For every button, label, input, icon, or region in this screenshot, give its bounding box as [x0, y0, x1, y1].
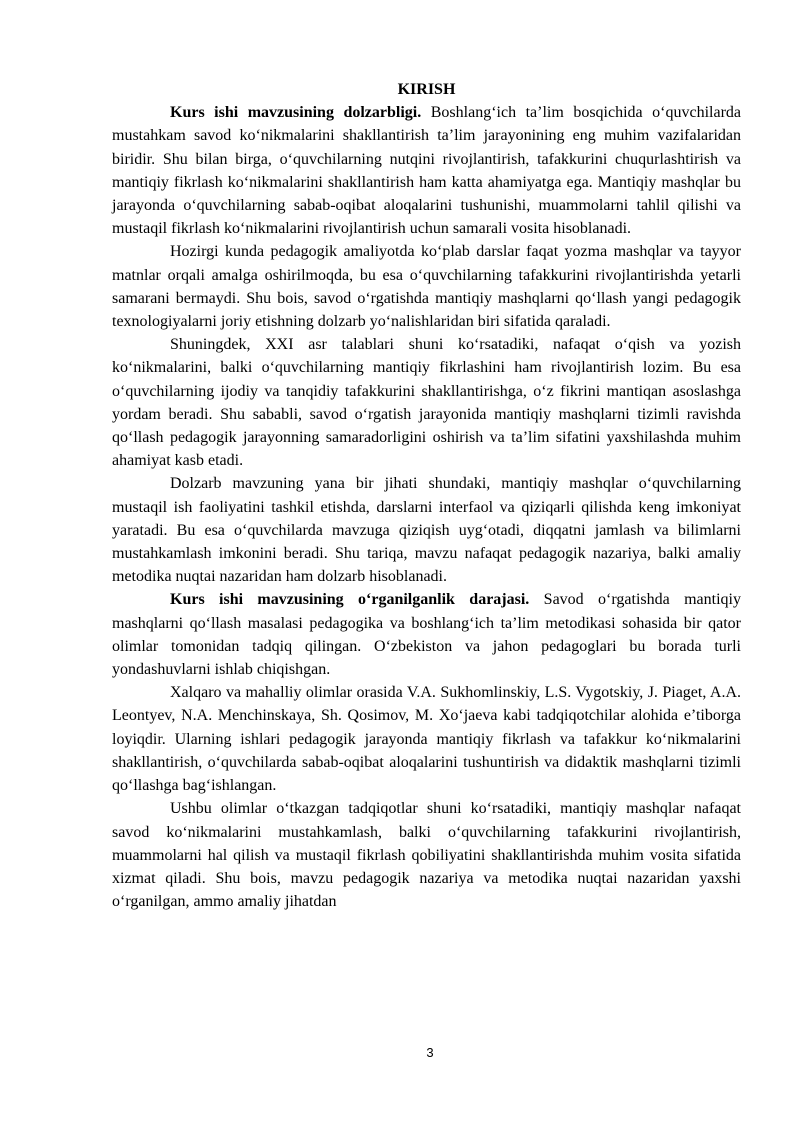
paragraph-lead: Kurs ishi mavzusining dolzarbligi. — [170, 104, 422, 122]
paragraph-text: Hozirgi kunda pedagogik amaliyotda ko‘plab darslar faqat yozma mashqlar va tayyor matnlar orqali amalga oshirilmoqda, bu esa o‘quvchilarning tafakkurini rivojlantirishda yetarli samarani bermaydi. Shu bois, savod o‘rgatishda mantiqiy mashqlarni qo‘llash yangi pedagogik texnologiyalarni joriy etishning dolzarb yo‘nalishlaridan biri sifatida qaraladi. — [112, 243, 741, 331]
paragraph — [112, 333, 741, 472]
paragraph — [112, 797, 741, 913]
paragraph-text: Ushbu olimlar o‘tkazgan tadqiqotlar shuni ko‘rsatadiki, mantiqiy mashqlar nafaqat savod ko‘nikmalarini mustahkamlash, balki o‘quvchilarning tafakkurini rivojlantirish, muammolarni hal qilish va mustaqil fikrlash qobiliyatini shakllantirishda muhim vosita sifatida xizmat qiladi. Shu bois, mavzu pedagogik nazariya va metodika nuqtai nazaridan yaxshi o‘rganilgan, ammo amaliy jihatdan — [112, 800, 741, 911]
paragraph — [112, 472, 741, 588]
paragraph — [112, 681, 741, 797]
paragraph-text: Dolzarb mavzuning yana bir jihati shundaki, mantiqiy mashqlar o‘quvchilarning mustaqil ish faoliyatini tashkil etishda, darslarni interfaol va qiziqarli qilishda keng imkoniyat yaratadi. Bu esa o‘quvchilarda mavzuga qiziqish uyg‘otadi, diqqatni jamlash va bilimlarni mustahkamlash imkonini beradi. Shu tariqa, mavzu nafaqat pedagogik nazariya, balki amaliy metodika nuqtai nazaridan ham dolzarb hisoblanadi. — [112, 475, 741, 586]
paragraph — [112, 240, 741, 333]
paragraph-text: Xalqaro va mahalliy olimlar orasida V.A. Sukhomlinskiy, L.S. Vygotskiy, J. Piaget, A.A. Leontyev, N.A. Menchinskaya, Sh. Qosimov, M. Xo‘jaeva kabi tadqiqotchilar alohida e’tiborga loyiqdir. Ularning ishlari pedagogik jarayonda mantiqiy fikrlash va tafakkur ko‘nikmalarini shakllantirish, o‘quvchilarda sabab-oqibat aloqalarini tushuntirish va didaktik mashqlarni tizimli qo‘llashga bag‘ishlangan. — [112, 684, 741, 795]
paragraph-study-level — [112, 588, 741, 681]
paragraph-text: Savod o‘rgatishda mantiqiy mashqlarni qo‘llash masalasi pedagogika va boshlang‘ich ta’lim metodikasi sohasida bir qator olimlar tomonidan tadqiq qilingan. O‘zbekiston va jahon pedagoglari bu borada turli yondashuvlarni ishlab chiqishgan. — [112, 591, 741, 679]
page-number: 3 — [426, 1045, 434, 1060]
section-title: KIRISH — [397, 81, 456, 98]
document-body — [112, 78, 741, 913]
paragraph-lead: Kurs ishi mavzusining o‘rganilganlik darajasi. — [170, 591, 530, 609]
paragraph-relevance — [112, 101, 741, 240]
paragraph-text: Shuningdek, XXI asr talablari shuni ko‘rsatadiki, nafaqat o‘qish va yozish ko‘nikmalarini, balki o‘quvchilarning mantiqiy fikrlashini ham rivojlantirish lozim. Bu esa o‘quvchilarning ijodiy va tanqidiy tafakkurini shakllantirishga, o‘z fikrini mantiqan asoslashga yordam beradi. Shu sababli, savod o‘rgatish jarayonida mantiqiy mashqlarni tizimli ravishda qo‘llash pedagogik jarayonning samaradorligini oshirish va ta’lim sifatini yaxshilashda muhim ahamiyat kasb etadi. — [112, 336, 741, 470]
paragraph-text: Boshlang‘ich ta’lim bosqichida o‘quvchilarda mustahkam savod ko‘nikmalarini shakllantirish ta’lim jarayonining eng muhim vazifalaridan biridir. Shu bilan birga, o‘quvchilarning nutqini rivojlantirish, tafakkurini chuqurlashtirish va mantiqiy fikrlash ko‘nikmalarini shakllantirish ham katta ahamiyatga ega. Mantiqiy mashqlar bu jarayonda o‘quvchilarning sabab-oqibat aloqalarini tushunishi, muammolarni tahlil qilishi va mustaqil fikrlash ko‘nikmalarini rivojlantirish uchun samarali vosita hisoblanadi. — [112, 104, 741, 238]
